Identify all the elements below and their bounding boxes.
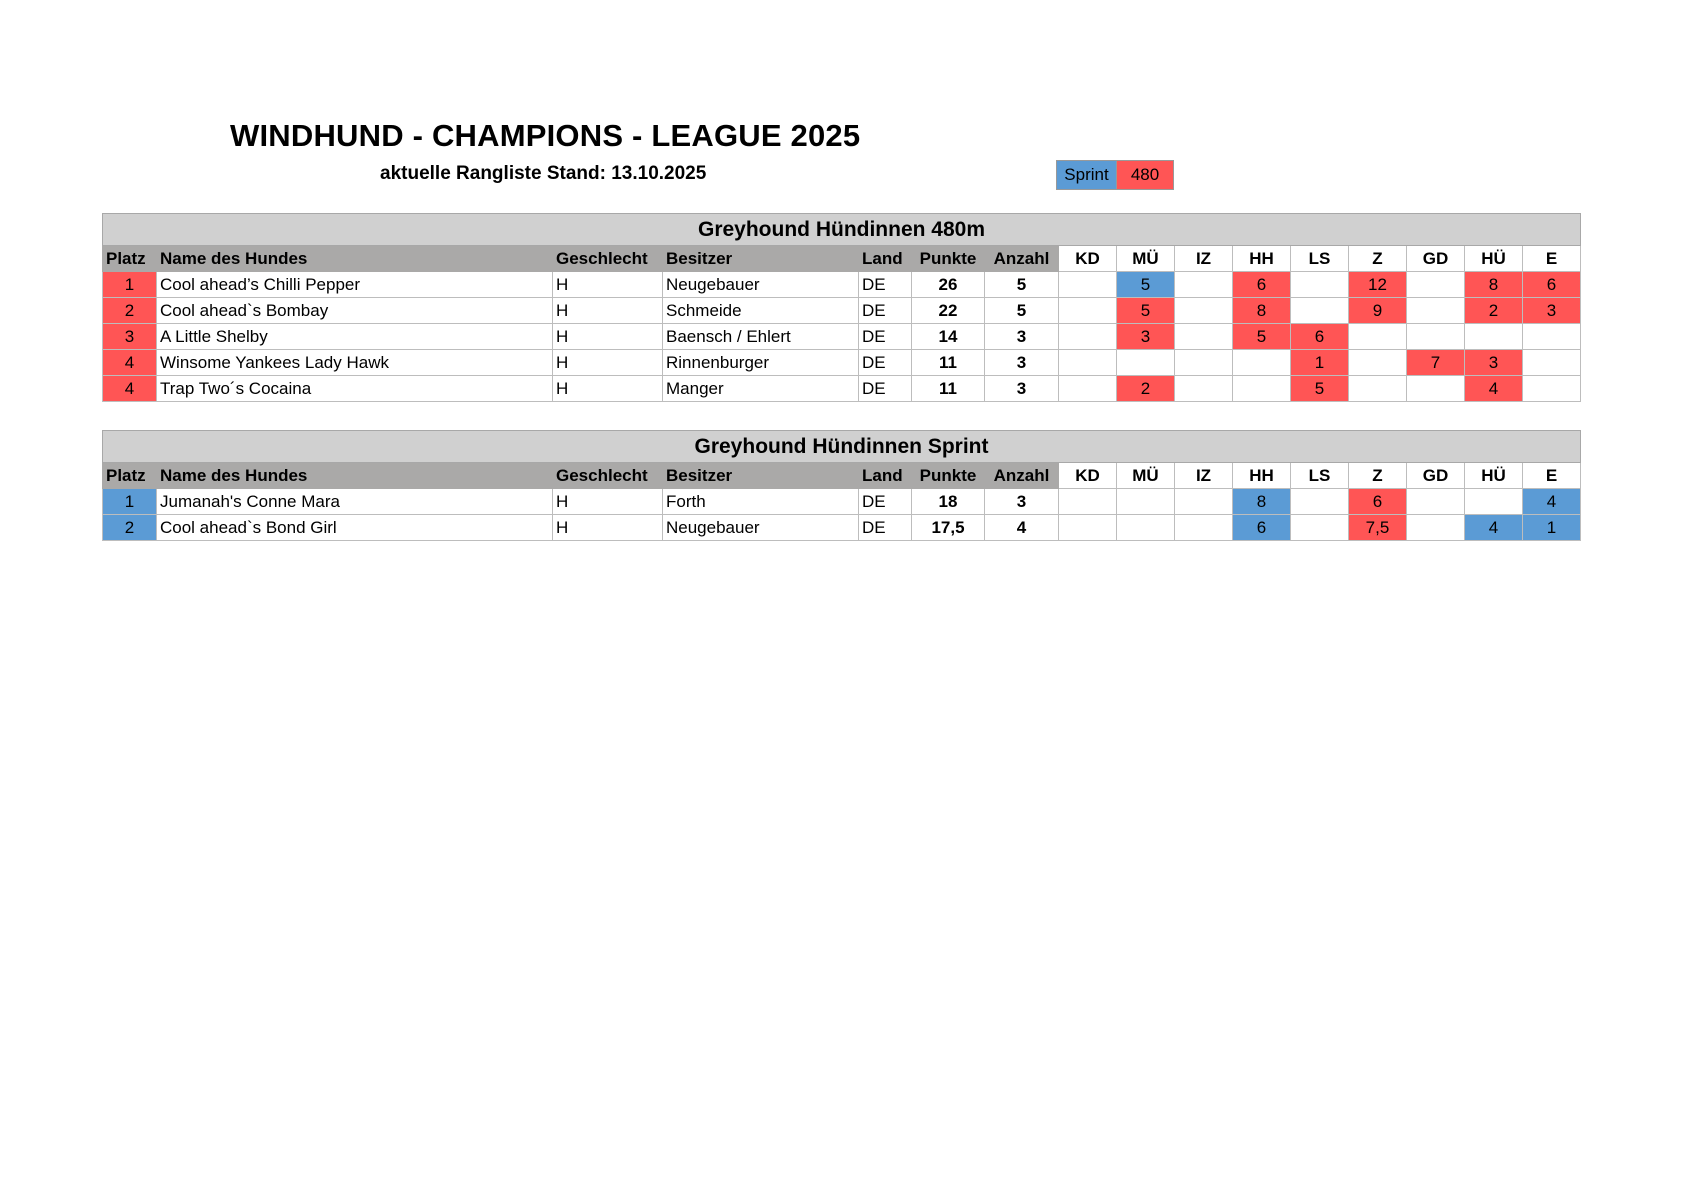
sex: H (553, 489, 663, 515)
race-count: 3 (985, 324, 1059, 350)
race-result (1059, 324, 1117, 350)
race-result (1233, 350, 1291, 376)
color-legend (1056, 160, 1174, 190)
rank-cell: 2 (103, 515, 157, 541)
race-result: 3 (1523, 298, 1581, 324)
race-result (1175, 298, 1233, 324)
race-result (1349, 376, 1407, 402)
ranking-table-480m (102, 213, 1581, 402)
table-row (103, 515, 1581, 541)
col-header-race: GD (1407, 246, 1465, 272)
race-result (1407, 489, 1465, 515)
dog-name: Winsome Yankees Lady Hawk (157, 350, 553, 376)
column-header-row (103, 463, 1581, 489)
race-result (1059, 350, 1117, 376)
col-header-race: MÜ (1117, 246, 1175, 272)
rank-cell: 2 (103, 298, 157, 324)
owner: Rinnenburger (663, 350, 859, 376)
col-header-race: Z (1349, 463, 1407, 489)
race-result: 6 (1523, 272, 1581, 298)
sex: H (553, 376, 663, 402)
col-header-geschlecht: Geschlecht (553, 463, 663, 489)
race-count: 5 (985, 272, 1059, 298)
race-result (1059, 489, 1117, 515)
race-result (1523, 324, 1581, 350)
sex: H (553, 298, 663, 324)
race-result (1175, 350, 1233, 376)
race-result: 7,5 (1349, 515, 1407, 541)
race-result (1059, 376, 1117, 402)
race-result (1175, 324, 1233, 350)
col-header-platz: Platz (103, 463, 157, 489)
points: 18 (912, 489, 985, 515)
col-header-race: HH (1233, 246, 1291, 272)
points: 22 (912, 298, 985, 324)
race-result (1349, 324, 1407, 350)
col-header-race: E (1523, 246, 1581, 272)
col-header-race: LS (1291, 463, 1349, 489)
col-header-race: HÜ (1465, 463, 1523, 489)
race-result (1059, 272, 1117, 298)
race-result: 4 (1465, 376, 1523, 402)
race-count: 3 (985, 350, 1059, 376)
race-result (1175, 489, 1233, 515)
col-header-punkte: Punkte (912, 463, 985, 489)
race-result (1523, 350, 1581, 376)
col-header-race: IZ (1175, 246, 1233, 272)
dog-name: Trap Two´s Cocaina (157, 376, 553, 402)
race-result: 4 (1523, 489, 1581, 515)
points: 14 (912, 324, 985, 350)
col-header-race: KD (1059, 246, 1117, 272)
col-header-anzahl: Anzahl (985, 463, 1059, 489)
race-result: 4 (1465, 515, 1523, 541)
table-row (103, 489, 1581, 515)
race-result: 8 (1233, 489, 1291, 515)
race-result: 3 (1117, 324, 1175, 350)
col-header-race: GD (1407, 463, 1465, 489)
race-result: 5 (1117, 272, 1175, 298)
country: DE (859, 298, 912, 324)
country: DE (859, 324, 912, 350)
country: DE (859, 272, 912, 298)
table-row (103, 272, 1581, 298)
col-header-race: MÜ (1117, 463, 1175, 489)
race-result (1349, 350, 1407, 376)
rank-cell: 4 (103, 350, 157, 376)
table-row (103, 298, 1581, 324)
country: DE (859, 489, 912, 515)
col-header-land: Land (859, 246, 912, 272)
race-result: 6 (1233, 515, 1291, 541)
col-header-anzahl: Anzahl (985, 246, 1059, 272)
col-header-platz: Platz (103, 246, 157, 272)
race-result (1117, 515, 1175, 541)
col-header-race: LS (1291, 246, 1349, 272)
column-header-row (103, 246, 1581, 272)
owner: Schmeide (663, 298, 859, 324)
race-result (1117, 489, 1175, 515)
sex: H (553, 324, 663, 350)
col-header-punkte: Punkte (912, 246, 985, 272)
table-title-row (103, 214, 1581, 246)
points: 11 (912, 350, 985, 376)
table-title: Greyhound Hündinnen Sprint (103, 431, 1581, 463)
race-result (1059, 515, 1117, 541)
race-count: 5 (985, 298, 1059, 324)
table-row (103, 324, 1581, 350)
country: DE (859, 376, 912, 402)
owner: Baensch / Ehlert (663, 324, 859, 350)
race-result (1291, 515, 1349, 541)
col-header-besitzer: Besitzer (663, 463, 859, 489)
points: 11 (912, 376, 985, 402)
sex: H (553, 515, 663, 541)
country: DE (859, 515, 912, 541)
race-result (1407, 272, 1465, 298)
sex: H (553, 350, 663, 376)
col-header-race: HÜ (1465, 246, 1523, 272)
race-result (1175, 376, 1233, 402)
race-result: 5 (1233, 324, 1291, 350)
rank-cell: 4 (103, 376, 157, 402)
points: 17,5 (912, 515, 985, 541)
dog-name: A Little Shelby (157, 324, 553, 350)
race-result: 1 (1523, 515, 1581, 541)
race-result: 8 (1465, 272, 1523, 298)
country: DE (859, 350, 912, 376)
dog-name: Jumanah's Conne Mara (157, 489, 553, 515)
table-row (103, 376, 1581, 402)
race-result: 2 (1465, 298, 1523, 324)
race-result (1291, 298, 1349, 324)
race-result (1291, 489, 1349, 515)
race-result: 8 (1233, 298, 1291, 324)
race-result (1407, 324, 1465, 350)
table-title-row (103, 431, 1581, 463)
race-result (1407, 376, 1465, 402)
race-result (1233, 376, 1291, 402)
race-result: 6 (1233, 272, 1291, 298)
legend-sprint: Sprint (1057, 161, 1117, 189)
points: 26 (912, 272, 985, 298)
race-result: 7 (1407, 350, 1465, 376)
race-result (1407, 515, 1465, 541)
dog-name: Cool ahead`s Bond Girl (157, 515, 553, 541)
race-result (1465, 489, 1523, 515)
page-title: WINDHUND - CHAMPIONS - LEAGUE 2025 (230, 118, 861, 153)
col-header-name: Name des Hundes (157, 463, 553, 489)
race-result: 9 (1349, 298, 1407, 324)
race-result: 2 (1117, 376, 1175, 402)
col-header-race: KD (1059, 463, 1117, 489)
race-result (1465, 324, 1523, 350)
rank-cell: 1 (103, 272, 157, 298)
sex: H (553, 272, 663, 298)
race-result: 6 (1291, 324, 1349, 350)
owner: Neugebauer (663, 515, 859, 541)
race-result: 1 (1291, 350, 1349, 376)
col-header-land: Land (859, 463, 912, 489)
race-result (1175, 515, 1233, 541)
col-header-race: Z (1349, 246, 1407, 272)
race-result: 5 (1117, 298, 1175, 324)
col-header-name: Name des Hundes (157, 246, 553, 272)
dog-name: Cool ahead’s Chilli Pepper (157, 272, 553, 298)
ranking-table-sprint (102, 430, 1581, 541)
page-subtitle: aktuelle Rangliste Stand: 13.10.2025 (380, 163, 707, 184)
rank-cell: 1 (103, 489, 157, 515)
legend-480: 480 (1117, 161, 1173, 189)
dog-name: Cool ahead`s Bombay (157, 298, 553, 324)
race-result (1523, 376, 1581, 402)
owner: Manger (663, 376, 859, 402)
rank-cell: 3 (103, 324, 157, 350)
table-row (103, 350, 1581, 376)
race-result (1291, 272, 1349, 298)
race-result (1117, 350, 1175, 376)
race-result: 3 (1465, 350, 1523, 376)
race-result: 5 (1291, 376, 1349, 402)
col-header-race: HH (1233, 463, 1291, 489)
race-result (1407, 298, 1465, 324)
table-title: Greyhound Hündinnen 480m (103, 214, 1581, 246)
race-count: 3 (985, 489, 1059, 515)
owner: Forth (663, 489, 859, 515)
race-result (1175, 272, 1233, 298)
race-result: 12 (1349, 272, 1407, 298)
col-header-race: IZ (1175, 463, 1233, 489)
race-count: 3 (985, 376, 1059, 402)
owner: Neugebauer (663, 272, 859, 298)
col-header-geschlecht: Geschlecht (553, 246, 663, 272)
col-header-besitzer: Besitzer (663, 246, 859, 272)
race-count: 4 (985, 515, 1059, 541)
race-result (1059, 298, 1117, 324)
race-result: 6 (1349, 489, 1407, 515)
col-header-race: E (1523, 463, 1581, 489)
